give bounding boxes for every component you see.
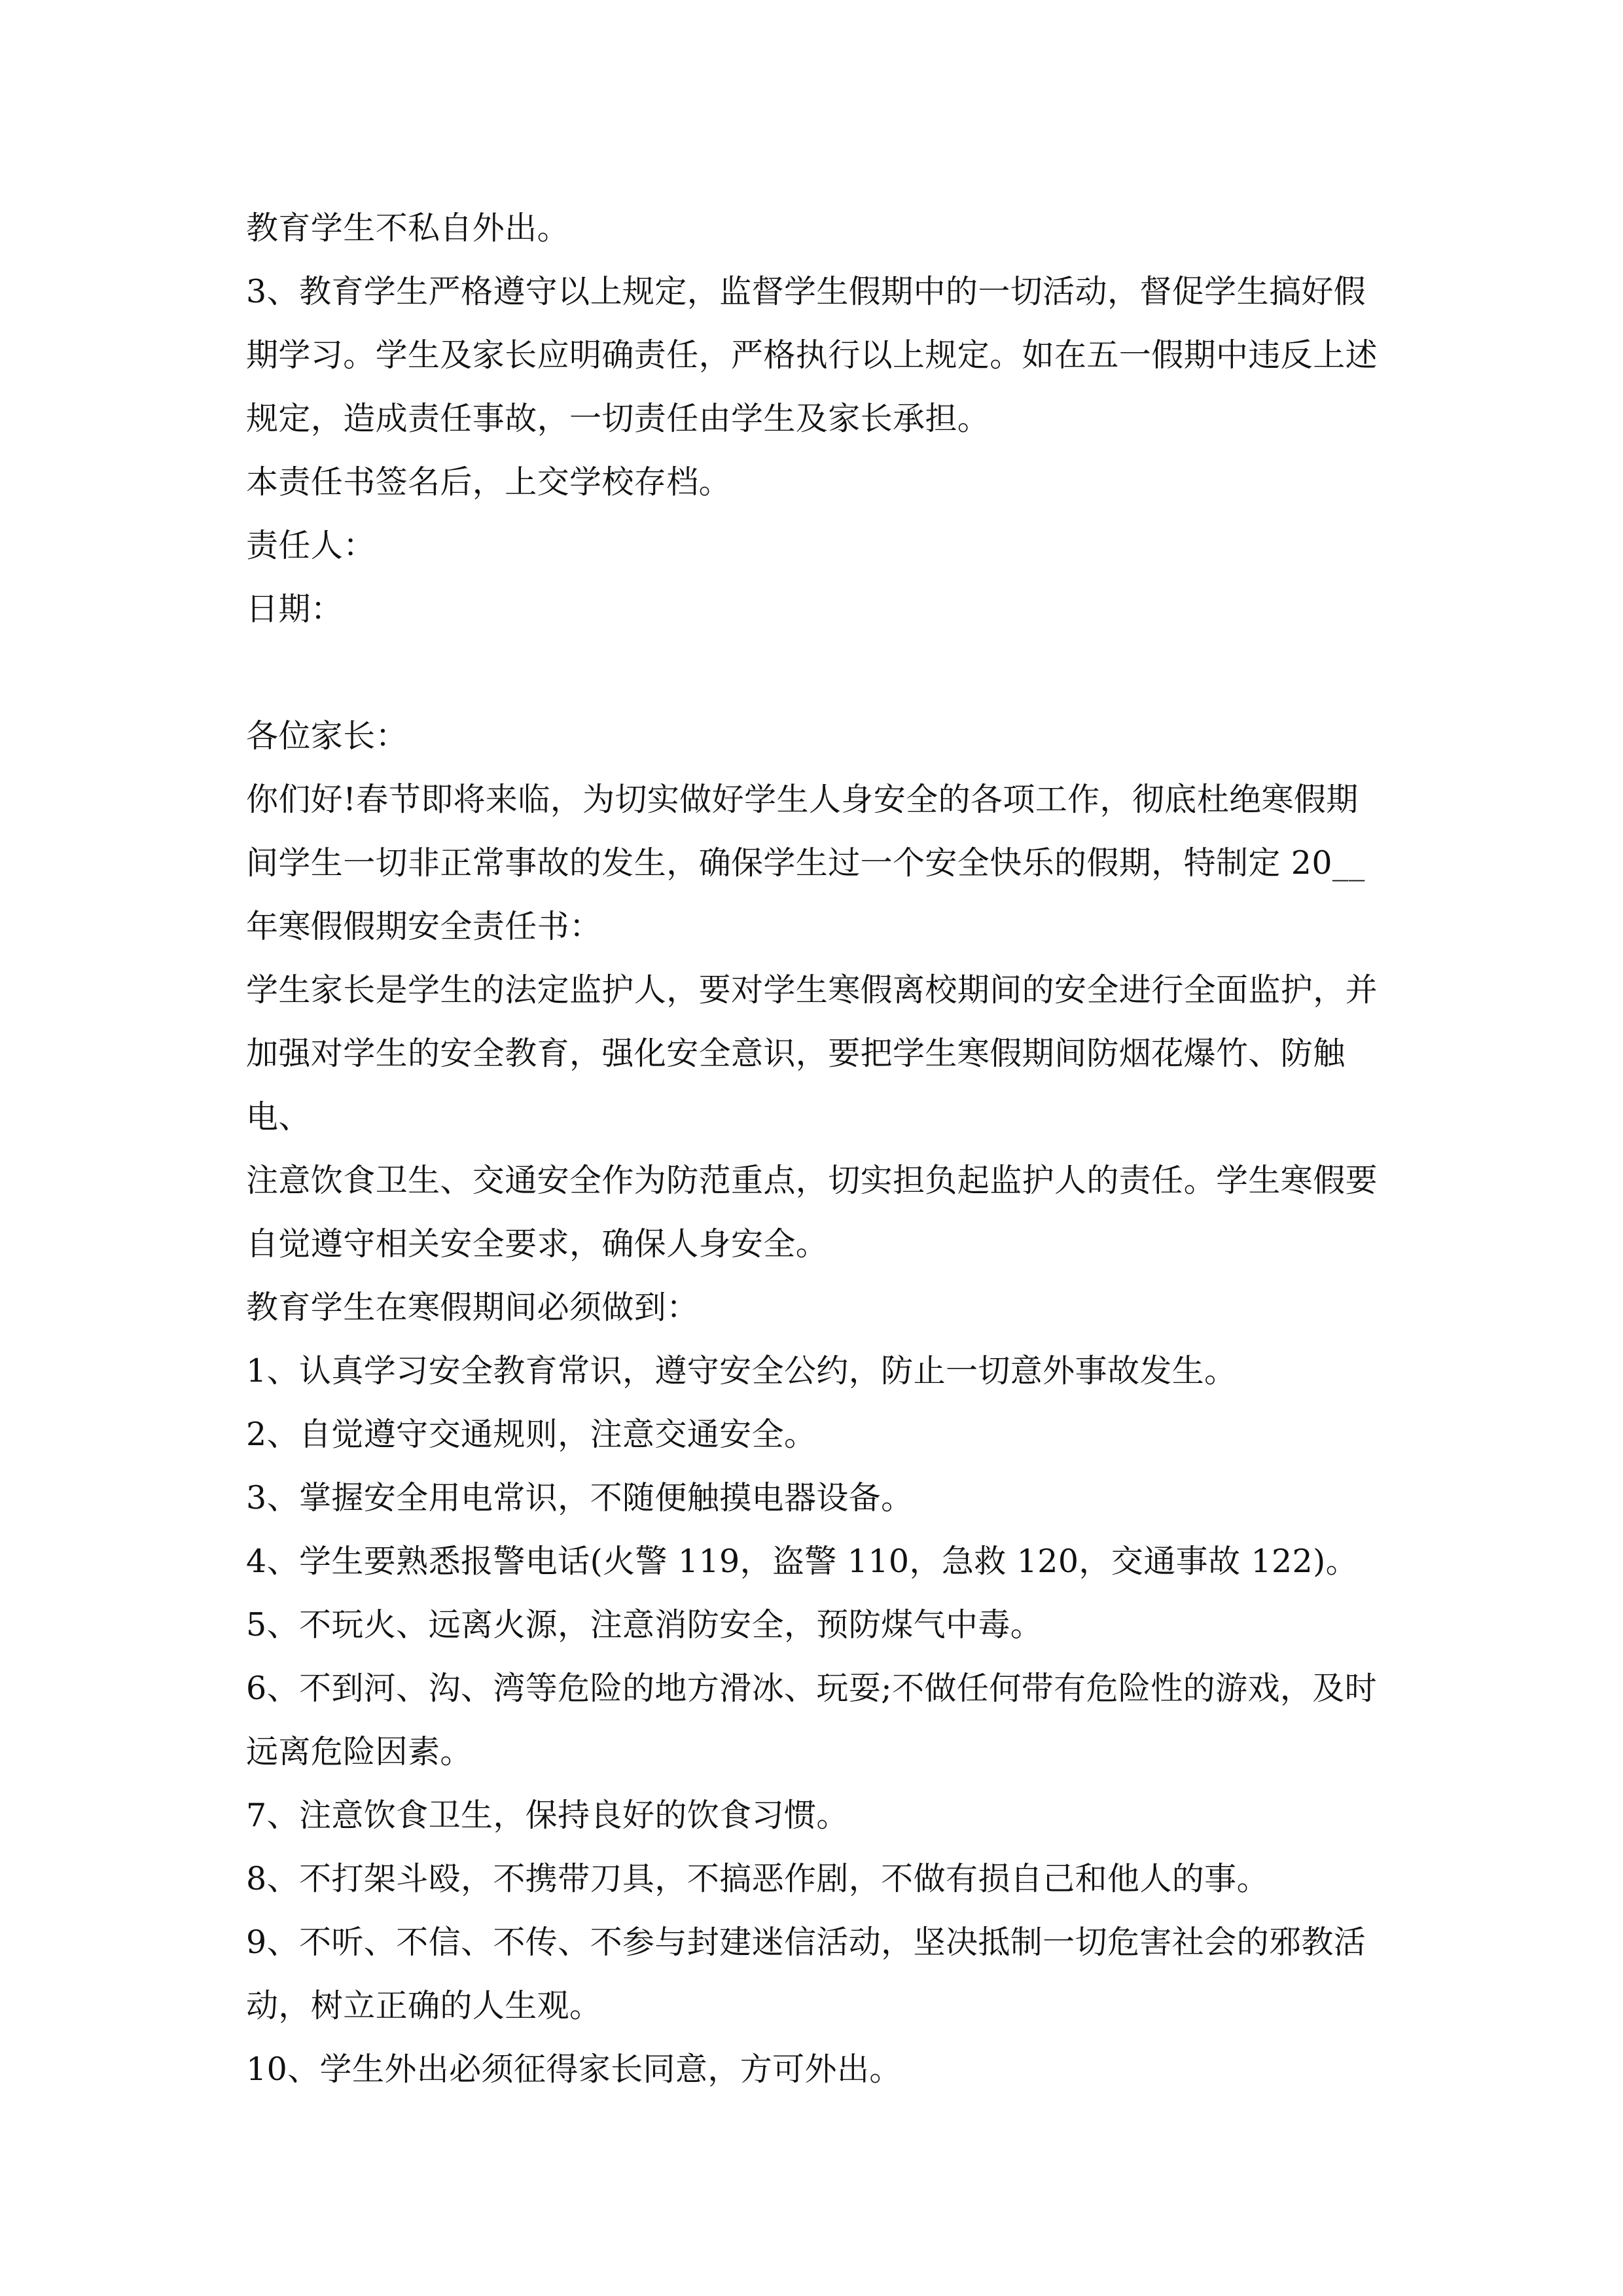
rule-6-line-1: 6、不到河、沟、湾等危险的地方滑冰、玩耍;不做任何带有危险性的游戏，及时 (246, 1670, 1378, 1707)
document-body (246, 196, 1385, 2101)
responsible-person-label: 责任人： (246, 527, 376, 564)
item-3-line-1: 3、教育学生严格遵守以上规定，监督学生假期中的一切活动，督促学生搞好假 (246, 273, 1366, 310)
must-do-heading: 教育学生在寒假期间必须做到： (246, 1289, 699, 1326)
text-line-no-going-out: 教育学生不私自外出。 (246, 209, 570, 247)
rule-2: 2、自觉遵守交通规则，注意交通安全。 (246, 1416, 817, 1453)
item-3-line-2: 期学习。学生及家长应明确责任，严格执行以上规定。如在五一假期中违反上述 (246, 336, 1378, 374)
rule-9-line-1: 9、不听、不信、不传、不参与封建迷信活动，坚决抵制一切危害社会的邪教活 (246, 1924, 1366, 1961)
rule-1: 1、认真学习安全教育常识，遵守安全公约，防止一切意外事故发生。 (246, 1352, 1237, 1390)
intro-line-1: 你们好!春节即将来临，为切实做好学生人身安全的各项工作，彻底杜绝寒假期 (246, 781, 1359, 818)
letter-salutation: 各位家长： (246, 717, 408, 755)
archive-note: 本责任书签名后，上交学校存档。 (246, 463, 732, 501)
item-3-line-3: 规定，造成责任事故，一切责任由学生及家长承担。 (246, 400, 990, 437)
intro-line-2: 间学生一切非正常事故的发生，确保学生过一个安全快乐的假期，特制定 20__ (246, 844, 1365, 882)
date-label: 日期： (246, 590, 344, 628)
parent-duty-line-1: 学生家长是学生的法定监护人，要对学生寒假离校期间的安全进行全面监护，并 (246, 971, 1378, 1009)
rule-5: 5、不玩火、远离火源，注意消防安全，预防煤气中毒。 (246, 1606, 1043, 1643)
rule-6-line-2: 远离危险因素。 (246, 1733, 473, 1770)
rule-8: 8、不打架斗殴，不携带刀具，不搞恶作剧，不做有损自己和他人的事。 (246, 1860, 1269, 1897)
rule-4: 4、学生要熟悉报警电话(火警 119，盗警 110，急救 120，交通事故 122)。 (246, 1543, 1359, 1580)
intro-line-3: 年寒假假期安全责任书： (246, 908, 602, 945)
parent-duty-line-4: 自觉遵守相关安全要求，确保人身安全。 (246, 1225, 829, 1263)
rule-9-line-2: 动，树立正确的人生观。 (246, 1987, 602, 2024)
rule-10: 10、学生外出必须征得家长同意，方可外出。 (246, 2051, 902, 2088)
rule-3: 3、掌握安全用电常识，不随便触摸电器设备。 (246, 1479, 914, 1516)
parent-duty-line-2: 加强对学生的安全教育，强化安全意识，要把学生寒假期间防烟花爆竹、防触电、 (246, 1035, 1346, 1136)
rule-7: 7、注意饮食卫生，保持良好的饮食习惯。 (246, 1797, 849, 1834)
parent-duty-line-3: 注意饮食卫生、交通安全作为防范重点，切实担负起监护人的责任。学生寒假要 (246, 1162, 1378, 1199)
section-spacer (246, 641, 1385, 704)
